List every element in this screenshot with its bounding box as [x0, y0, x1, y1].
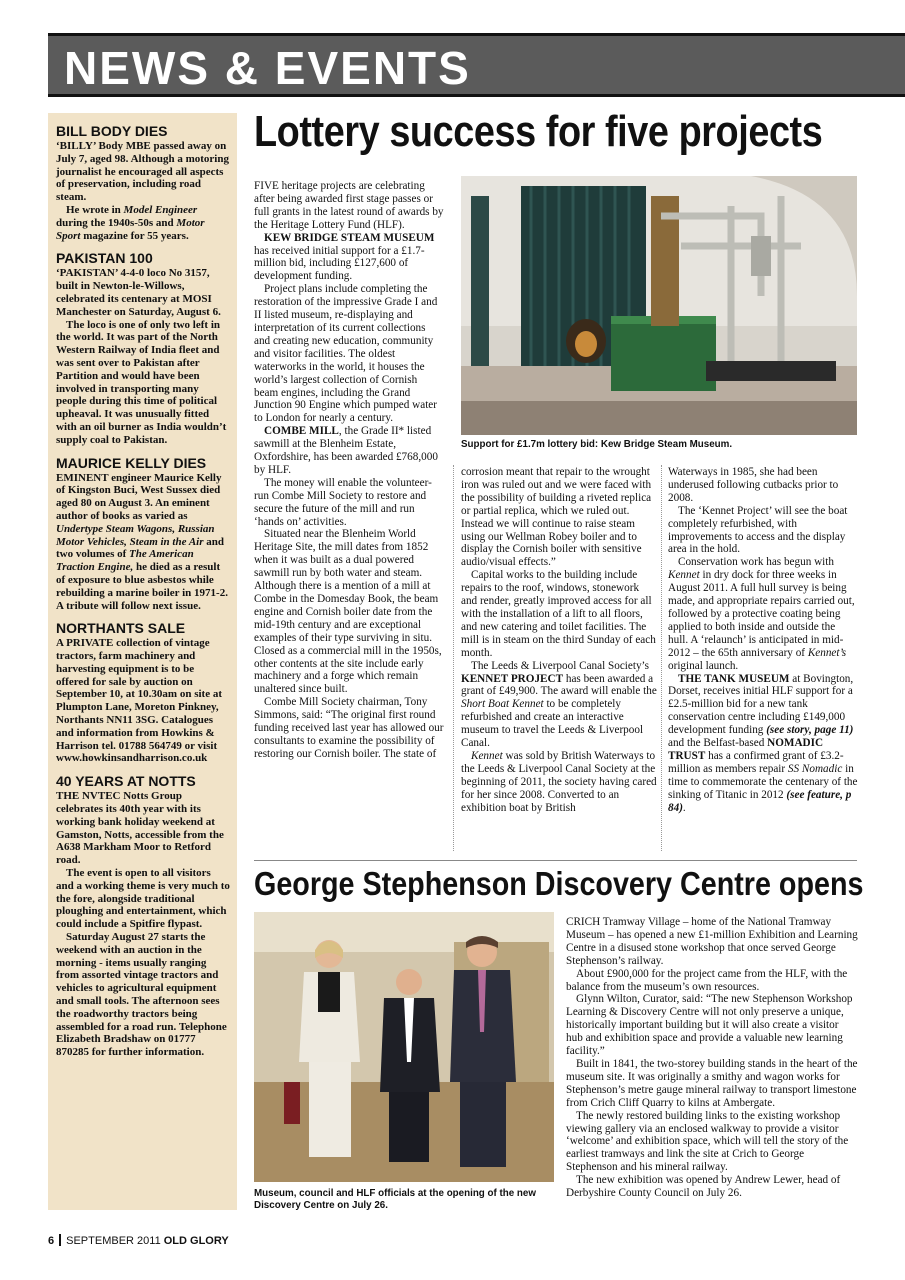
- page-number: 6: [48, 1235, 55, 1247]
- news-heading: MAURICE KELLY DIES: [56, 454, 207, 471]
- news-item-bill-body: [56, 124, 230, 242]
- article-paragraph: Conservation work has begun with Kennet in dry dock for three weeks in August 2011. A full hull survey is being made, and appropriate repairs carried out, followed by a protective coating being applied to both inside and outside the hull. A ‘relaunch’ is anticipated in mid-2012 – the 65th anniversary of Kennet’s original launch.: [668, 556, 855, 672]
- article-paragraph: COMBE MILL, the Grade II* listed sawmill at the Blenheim Estate, Oxfordshire, has been awarded £768,000 by HLF.: [254, 425, 438, 476]
- news-heading: NORTHANTS SALE: [56, 620, 186, 637]
- article-paragraph: About £900,000 for the project came from the HLF, with the balance from the museum’s own resources.: [566, 967, 848, 993]
- news-text: A PRIVATE collection of vintage tractors, farm machinery and harvesting equipment is to be offered for sale by auction on September 10, at 10.30am on site at Plumpton Lane, Moreton Pinkney, Northants NN11 3SG. Catalogues and information from Howkins & Harrison tel. 01788 564749 or visit www.howkinsandharrison.co.uk: [56, 637, 222, 765]
- article-paragraph: Glynn Wilton, Curator, said: “The new Stephenson Workshop Learning & Discovery Centre will not only preserve a unique, historically important building but it will also create a visitor hub and exhibition space and provide a valuable new learning facility.”: [566, 993, 853, 1058]
- article-paragraph: The newly restored building links to the existing workshop viewing gallery via an enclosed walkway to provide a visitor ‘welcome’ and exhibition space, which will tell the story of the earliest tramways and link the site at Crich to George Stephenson and his mineral railway.: [566, 1109, 849, 1174]
- issue-date: SEPTEMBER 2011: [66, 1235, 161, 1247]
- article-paragraph: The ‘Kennet Project’ will see the boat completely refurbished, with improvements to access and the display area in the hold.: [668, 504, 848, 556]
- news-item-pakistan: [56, 251, 230, 446]
- news-sidebar: [48, 113, 237, 1210]
- lottery-column-1: [254, 180, 444, 761]
- footer-divider: [59, 1234, 61, 1246]
- magazine-name: OLD GLORY: [163, 1235, 229, 1247]
- news-text: He wrote in Model Engineer during the 1940s-50s and Motor Sport magazine for 55 years.: [56, 203, 205, 242]
- opening-caption: Museum, council and HLF officials at the opening of the new Discovery Centre on July 26.: [254, 1188, 536, 1211]
- section-title: NEWS & EVENTS: [64, 42, 471, 94]
- lottery-column-2: [461, 466, 657, 814]
- news-item-northants: [56, 621, 230, 765]
- news-text: The event is open to all visitors and a working theme is very much to the fore, alongside traditional ploughing and entertainment, which could include a Spitfire flypast.: [56, 867, 230, 931]
- article-paragraph: THE TANK MUSEUM at Bovington, Dorset, receives initial HLF support for a £2.5-million bid for a new tank conservation centre including £149,000 development funding (see story, page 11) and the Belfast-based NOMADIC TRUST has a confirmed grant of £3.2-million as members repair SS Nomadic in time to commemorate the centenary of the sinking of Titanic in 2012 (see feature, p 84).: [668, 672, 858, 814]
- news-item-maurice-kelly: [56, 456, 230, 613]
- officials-illustration: [254, 912, 554, 1182]
- news-text: EMINENT engineer Maurice Kelly of Kingston Buci, West Sussex died aged 80 on August 3. An eminent author of books as varied as Undertype Steam Wagons, Russian Motor Vehicles, Steam in the Air and two volumes of The American Traction Engine, he died as a result of exposure to blue asbestos while rebuilding a marine boiler in 1971-2. A tribute will follow next issue.: [56, 471, 228, 612]
- steam-engine-illustration: [461, 176, 857, 435]
- stephenson-column: [566, 916, 858, 1200]
- article-paragraph: The money will enable the volunteer-run Combe Mill Society to restore and secure the future of the mill and run ‘hands on’ activities.: [254, 476, 432, 528]
- lottery-headline: Lottery success for five projects: [254, 107, 823, 156]
- stephenson-headline: George Stephenson Discovery Centre opens: [254, 865, 864, 902]
- article-paragraph: Project plans include completing the restoration of the impressive Grade I and II listed museum, re-displaying and interpretation of its current collections and creating new education, community and visitor facilities. The oldest waterworks in the world, it houses the world’s largest collection of Cornish beam engines, including the Grand Junction 90 Engine which pumped water to London for nearly a century.: [254, 283, 438, 425]
- kew-bridge-caption: Support for £1.7m lottery bid: Kew Bridge Steam Museum.: [461, 439, 733, 450]
- article-paragraph: Built in 1841, the two-storey building stands in the heart of the museum site. It was originally a smithy and wagon works for Stephenson’s metre gauge mineral railway to transport limestone from Crich Cliff Quarry to kilns at Ambergate.: [566, 1057, 858, 1109]
- news-text: ‘BILLY’ Body MBE passed away on July 7, aged 98. Although a motoring journalist he encouraged all aspects of preservation, including road steam.: [56, 140, 229, 204]
- news-text: ‘PAKISTAN’ 4-4-0 loco No 3157, built in Newton-le-Willows, celebrated its centenary at MOSI Manchester on Saturday, August 6.: [56, 267, 221, 318]
- news-text: THE NVTEC Notts Group celebrates its 40th year with its working bank holiday weekend at Gamston, Notts, accessible from the A638 Markham Moor to Retford road.: [56, 790, 224, 867]
- article-paragraph: FIVE heritage projects are celebrating after being awarded first stage passes or full grants in the latest round of awards by the Heritage Lottery Fund (HLF).: [254, 180, 444, 231]
- news-heading: PAKISTAN 100: [56, 250, 153, 267]
- article-paragraph: corrosion meant that repair to the wrought iron was ruled out and we were faced with the possibility of building a riveted replica or partial replica, which we ruled out. Instead we will continue to raise steam using our Wellman Robey boiler and to display the Cornish boiler with sensitive audio/visual effects.”: [461, 466, 652, 569]
- column-rule: [661, 465, 662, 851]
- article-paragraph: Situated near the Blenheim World Heritage Site, the mill dates from 1852 when it was built as a dual powered sawmill run by both water and steam. Although there is a mention of a mill at Combe in the Domesday Book, the beam engine and Cornish boiler date from the mid-19th century and are exceptional examples of their type surviving in situ. Closed as a commercial mill in the 1950s, other contents at the site include early machinery and a forge which remain unaltered since built.: [254, 528, 442, 696]
- page-footer: [48, 1234, 229, 1247]
- article-paragraph: Combe Mill Society chairman, Tony Simmons, said: “The original first round funding received last year has allowed our consultants to examine the possibility of restoring our Cornish boiler. The state of: [254, 696, 444, 760]
- news-heading: 40 YEARS AT NOTTS: [56, 773, 196, 790]
- news-heading: BILL BODY DIES: [56, 123, 168, 139]
- kew-bridge-photo: [461, 176, 857, 435]
- article-paragraph: Waterways in 1985, she had been underused following cutbacks prior to 2008.: [668, 466, 839, 504]
- news-text: The loco is one of only two left in the world. It was part of the North Western Railway of India fleet and was sent over to Pakistan after Partition and would have been involved in transporting many people during this time of political upheaval. It was unusually fitted with an oil burner as India wouldn’t supply coal to Pakistan.: [56, 318, 227, 446]
- article-paragraph: Kennet was sold by British Waterways to the Leeds & Liverpool Canal Society at the beginning of 2011, the society having cared for her since 2008. Converted to an exhibition boat by British: [461, 749, 657, 814]
- article-paragraph: The Leeds & Liverpool Canal Society’s KENNET PROJECT has been awarded a grant of £49,900. The award will enable the Short Boat Kennet to be completely refurbished and create an interactive museum to travel the Leeds & Liverpool Canal.: [461, 659, 657, 750]
- lottery-column-3: [668, 466, 858, 814]
- section-banner: [48, 33, 905, 97]
- news-item-notts: [56, 774, 230, 1059]
- article-paragraph: The new exhibition was opened by Andrew Lewer, head of Derbyshire County Council on July 26.: [566, 1174, 841, 1200]
- article-paragraph: Capital works to the building include repairs to the roof, windows, stonework and render, greatly improved access for all with the installation of a lift to all floors, and new catering and toilet facilities. The mill is in steam on the third Sunday of each month.: [461, 569, 656, 659]
- article-paragraph: KEW BRIDGE STEAM MUSEUM has received initial support for a £1.7-million bid, including £127,600 of development funding.: [254, 231, 435, 283]
- news-text: Saturday August 27 starts the weekend with an auction in the morning - items usually ranging from assorted vintage tractors and vehicles to agricultural equipment and small tools. The afternoon sees the roadworthy tractors being assembled for a road run. Telephone Elizabeth Bradshaw on 01777 870285 for further information.: [56, 931, 227, 1059]
- column-rule: [453, 465, 454, 851]
- article-paragraph: CRICH Tramway Village – home of the National Tramway Museum – has opened a new £1-million Exhibition and Learning Centre in a disused stone workshop that once served George Stephenson’s railway.: [566, 916, 858, 967]
- opening-photo: [254, 912, 554, 1182]
